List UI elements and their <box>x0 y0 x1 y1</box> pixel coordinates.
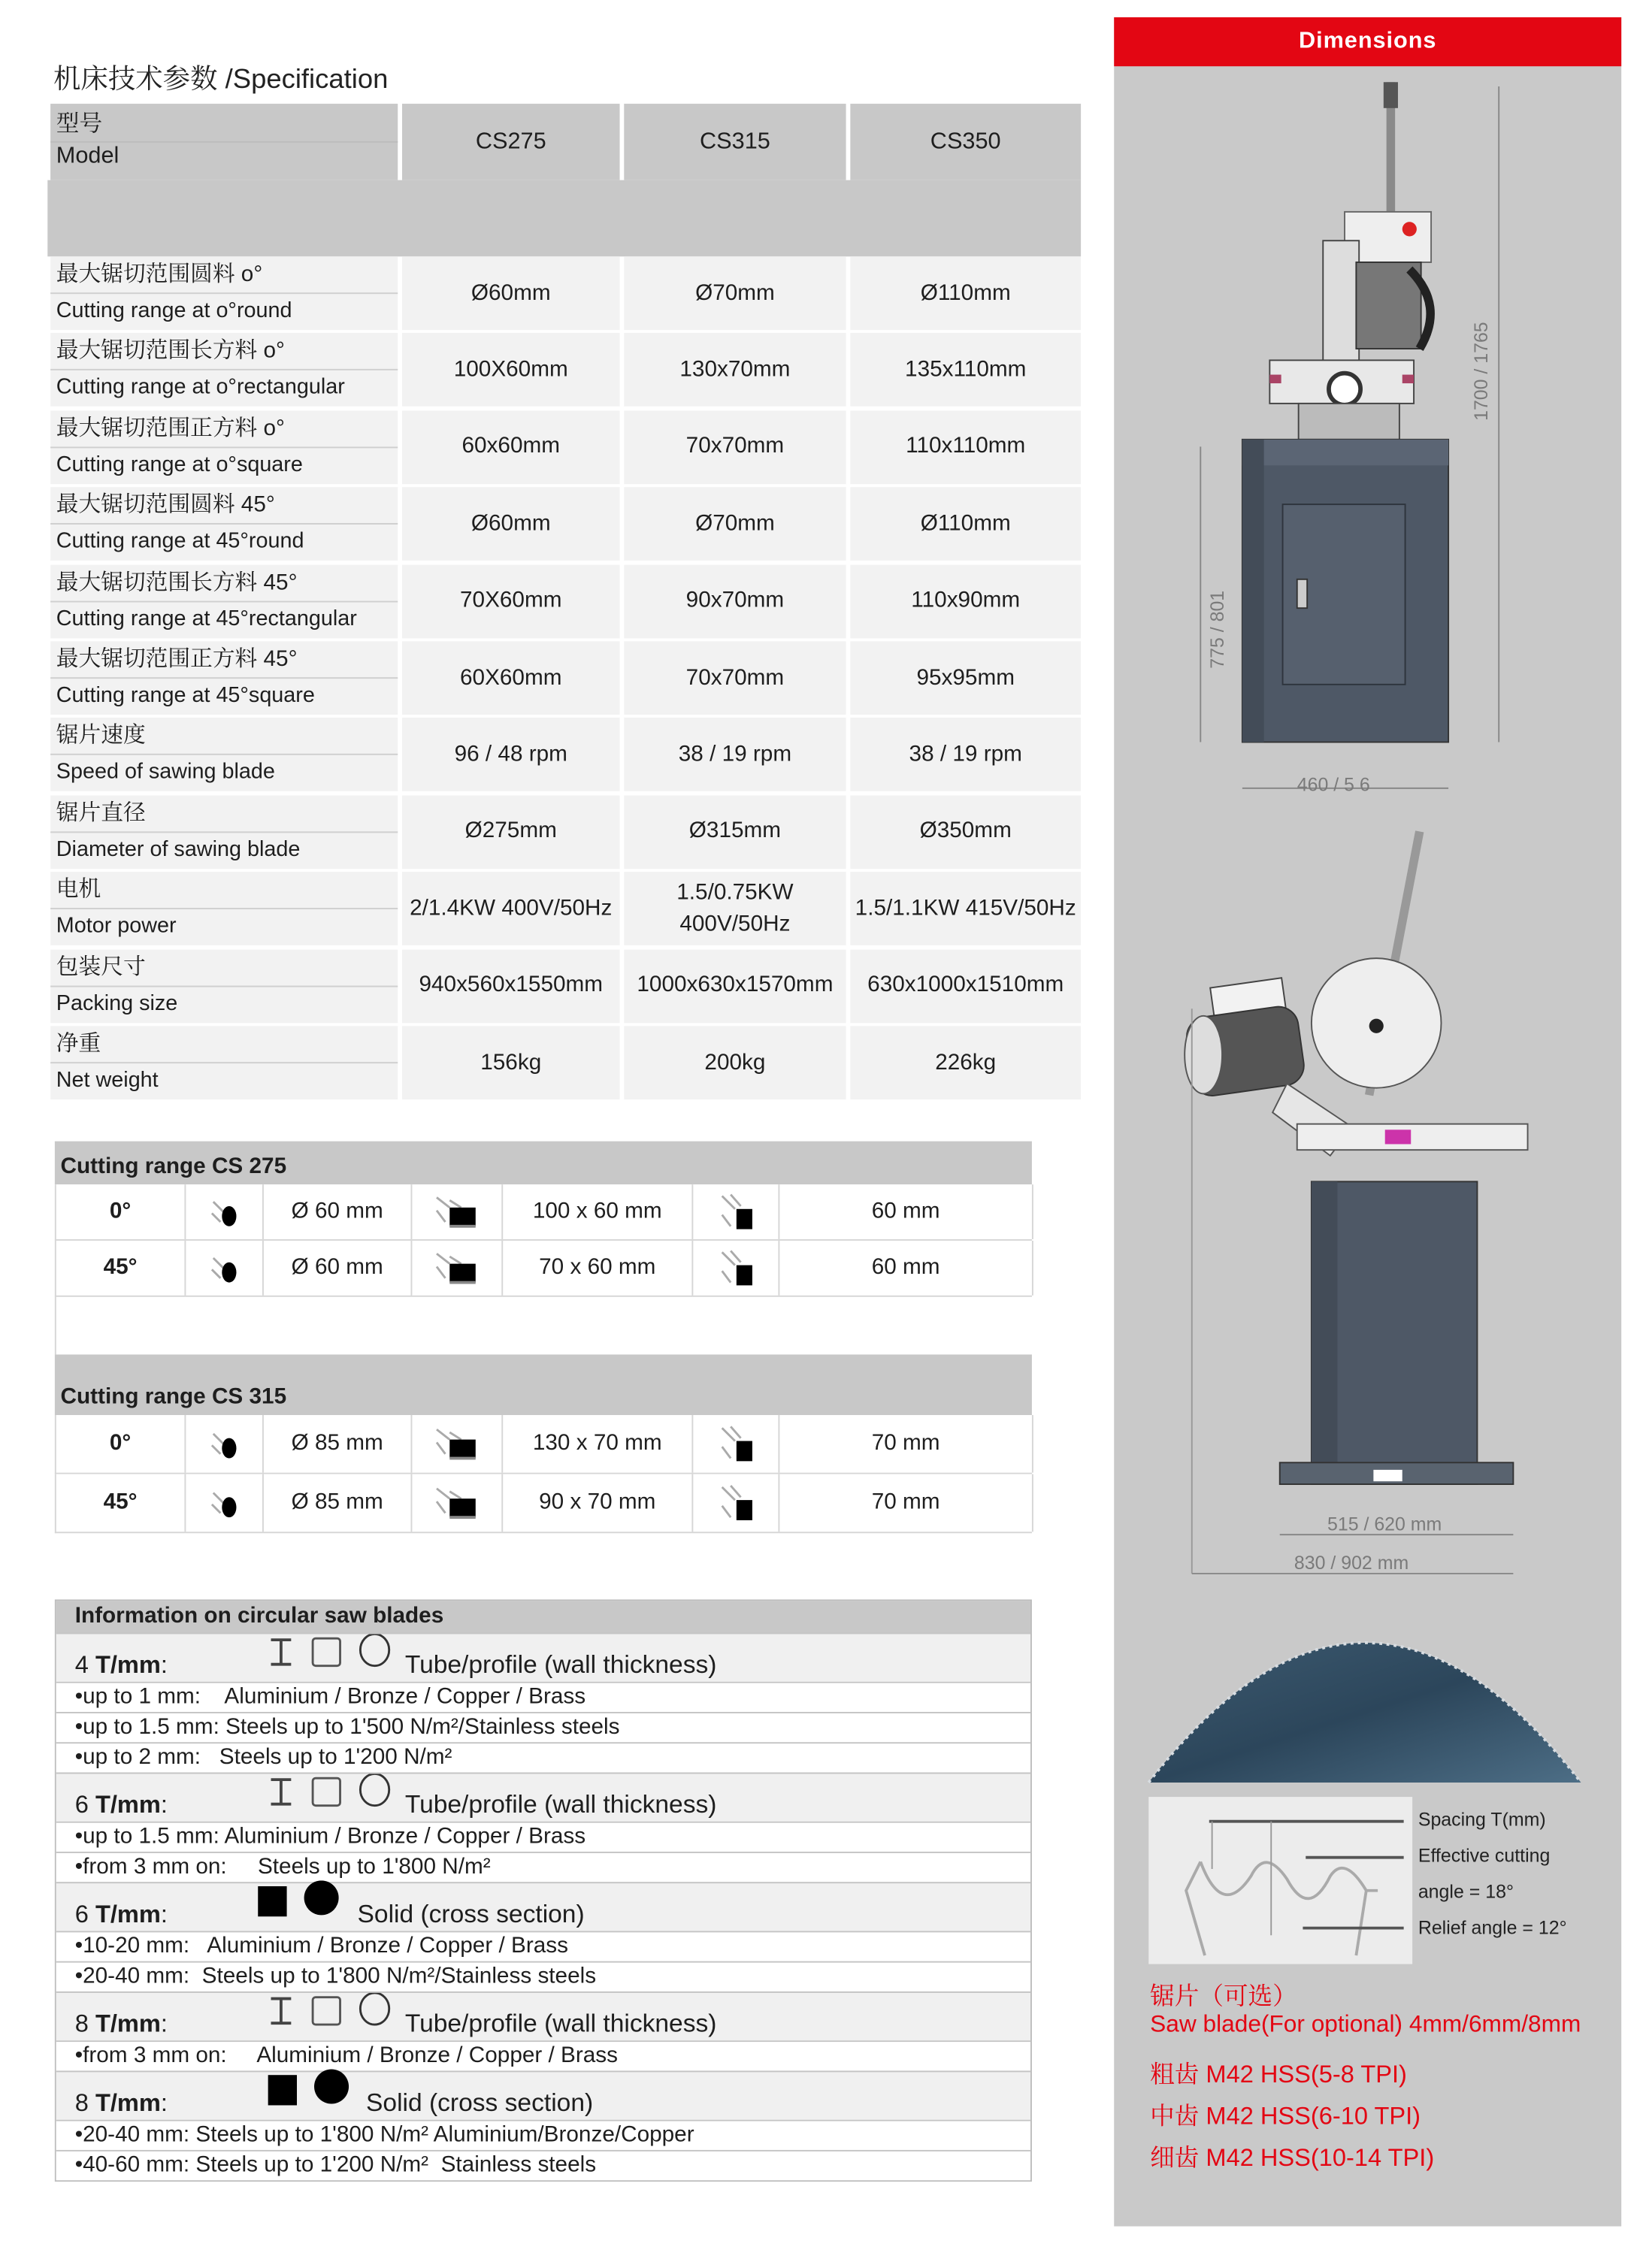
model-cs350 <box>850 104 1081 180</box>
square-capacity: 60 mm <box>779 1184 1033 1239</box>
tube-profile-icons <box>268 1993 405 2035</box>
spec-value: Ø275mm <box>402 795 620 869</box>
teeth-unit: T/mm <box>95 1901 161 1928</box>
side-base-width-label: 515 / 620 mm <box>1327 1514 1442 1535</box>
divider <box>50 292 398 294</box>
round-capacity: Ø 60 mm <box>264 1241 413 1296</box>
spec-row-label <box>50 564 398 638</box>
teeth-per-mm <box>75 1651 168 1680</box>
spec-label-cn: 包装尺寸 <box>56 954 146 980</box>
spec-row <box>50 872 1081 945</box>
header-band <box>47 180 1081 257</box>
colon: : <box>160 1901 168 1928</box>
spec-label-cn: 最大锯切范围长方料 o° <box>56 339 285 364</box>
blade-option-medium: 中齿 M42 HSS(6-10 TPI) <box>1150 2102 1421 2130</box>
divider <box>50 908 398 909</box>
page-title: 机床技术参数 /Specification <box>53 65 389 95</box>
blade-usage-line: •40-60 mm: Steels up to 1'200 N/m² Stainless steels <box>56 2150 1030 2180</box>
spec-label-en: Cutting range at o°rectangular <box>56 375 345 400</box>
divider <box>50 600 398 602</box>
blade-usage-line: •up to 2 mm: Steels up to 1'200 N/m² <box>56 1742 1030 1772</box>
front-width-label: 460 / 5 6 <box>1297 774 1370 796</box>
model-name: CS315 <box>700 129 770 154</box>
spec-row <box>50 256 1081 330</box>
spec-value: 130x70mm <box>624 334 846 407</box>
material-type: Tube/profile (wall thickness) <box>404 1789 717 1819</box>
machine-drawings <box>1114 17 1621 2227</box>
spec-value: 70X60mm <box>402 564 620 638</box>
blade-option-coarse: 粗齿 M42 HSS(5-8 TPI) <box>1150 2061 1407 2088</box>
square-stock-icon <box>693 1241 779 1296</box>
front-height-label: 1700 / 1765 <box>1470 322 1492 421</box>
spec-label-en: Diameter of sawing blade <box>56 836 301 862</box>
spec-value: Ø70mm <box>624 487 846 561</box>
spec-label-cn: 锯片速度 <box>56 724 146 748</box>
rectangular-capacity: 100 x 60 mm <box>503 1184 693 1239</box>
blade-group-header <box>56 1991 1030 2040</box>
front-view-drawing <box>1200 82 1499 788</box>
tooth-label-spacing: Spacing T(mm) <box>1418 1808 1546 1831</box>
teeth-count: 8 <box>74 2089 89 2117</box>
blade-usage-line: •from 3 mm on: Steels up to 1'800 N/m² <box>56 1852 1030 1882</box>
spec-value: 226kg <box>850 1026 1081 1099</box>
saw-blade-info-table <box>55 1599 1032 2182</box>
spec-label-cn: 电机 <box>56 878 101 903</box>
model-name: CS275 <box>475 129 546 154</box>
blade-usage-line: •from 3 mm on: Aluminium / Bronze / Copper / Brass <box>56 2040 1030 2070</box>
spec-label-en: Net weight <box>56 1067 159 1093</box>
teeth-per-mm <box>75 1901 168 1929</box>
model-header-cell <box>50 104 398 180</box>
colon: : <box>160 1791 168 1819</box>
spec-value: 95x95mm <box>850 641 1081 715</box>
angle-label: 45° <box>56 1241 186 1296</box>
tube-profile-icons <box>268 1774 405 1816</box>
spec-row-label <box>50 487 398 561</box>
colon: : <box>160 1651 168 1679</box>
spec-row-label <box>50 256 398 330</box>
spec-value: 70x70mm <box>624 410 846 484</box>
spec-label-cn: 净重 <box>56 1031 101 1057</box>
teeth-per-mm <box>75 1791 168 1819</box>
round-stock-icon <box>186 1184 264 1239</box>
spec-value: 200kg <box>624 1026 846 1099</box>
blade-group-header <box>56 2070 1030 2119</box>
rectangular-stock-icon <box>412 1415 503 1473</box>
divider <box>50 677 398 679</box>
spec-row <box>50 718 1081 792</box>
blade-usage-line: •20-40 mm: Steels up to 1'800 N/m² Aluminium/Bronze/Copper <box>56 2120 1030 2150</box>
round-stock-icon <box>186 1415 264 1473</box>
spec-value: 630x1000x1510mm <box>850 949 1081 1023</box>
spec-row-label <box>50 872 398 945</box>
model-cs315 <box>624 104 846 180</box>
angle-label: 0° <box>56 1415 186 1473</box>
model-name: CS350 <box>930 129 1001 154</box>
spec-value: Ø110mm <box>850 487 1081 561</box>
spec-value: 70x70mm <box>624 641 846 715</box>
rectangular-stock-icon <box>412 1241 503 1296</box>
spec-label-en: Motor power <box>56 914 177 939</box>
divider <box>50 446 398 448</box>
round-capacity: Ø 85 mm <box>264 1415 413 1473</box>
spec-row-label <box>50 949 398 1023</box>
teeth-count: 6 <box>74 1901 89 1928</box>
spec-row-label <box>50 718 398 792</box>
square-capacity: 70 mm <box>779 1415 1033 1473</box>
spec-row <box>50 564 1081 638</box>
tooth-geometry-diagram <box>1148 1797 1412 1964</box>
blade-group-header <box>56 1773 1030 1822</box>
teeth-per-mm <box>75 2089 168 2118</box>
divider <box>50 370 398 371</box>
spec-label-cn: 最大锯切范围圆料 45° <box>56 493 275 518</box>
teeth-count: 6 <box>74 1791 89 1819</box>
spec-row-label <box>50 334 398 407</box>
spec-value: 100X60mm <box>402 334 620 407</box>
spec-value: 1.5/1.1KW 415V/50Hz <box>850 872 1081 945</box>
square-capacity: 60 mm <box>779 1241 1033 1296</box>
colon: : <box>160 2089 168 2117</box>
blade-option-fine: 细齿 M42 HSS(10-14 TPI) <box>1150 2144 1435 2172</box>
blade-usage-line: •up to 1.5 mm: Aluminium / Bronze / Copper / Brass <box>56 1822 1030 1852</box>
material-type: Solid (cross section) <box>357 1899 585 1928</box>
spec-value: 1000x630x1570mm <box>624 949 846 1023</box>
teeth-count: 4 <box>74 1651 89 1679</box>
cabinet-height-label: 775 / 801 <box>1206 590 1228 669</box>
spec-value: Ø70mm <box>624 256 846 330</box>
angle-label: 45° <box>56 1474 186 1532</box>
cutting-range-row <box>55 1241 1032 1297</box>
spec-row <box>50 334 1081 407</box>
spec-label-cn: 最大锯切范围圆料 o° <box>56 262 263 287</box>
spec-row <box>50 641 1081 715</box>
spec-label-cn: 最大锯切范围长方料 45° <box>56 570 298 595</box>
spec-label-en: Cutting range at 45°square <box>56 682 315 708</box>
cutting-range-row <box>55 1184 1032 1241</box>
spec-value: 38 / 19 rpm <box>850 718 1081 792</box>
spec-label-cn: 最大锯切范围正方料 o° <box>56 416 285 441</box>
side-total-width-label: 830 / 902 mm <box>1294 1553 1409 1574</box>
spec-label-en: Packing size <box>56 990 178 1016</box>
spec-label-en: Cutting range at o°round <box>56 298 292 323</box>
spec-value: 38 / 19 rpm <box>624 718 846 792</box>
square-stock-icon <box>693 1474 779 1532</box>
cutting-range-row <box>55 1474 1032 1534</box>
teeth-unit: T/mm <box>95 1791 161 1819</box>
tube-profile-icons <box>268 1634 405 1676</box>
cutting-range-title: Cutting range CS 275 <box>55 1142 1032 1185</box>
spec-value: Ø60mm <box>402 487 620 561</box>
square-capacity: 70 mm <box>779 1474 1033 1532</box>
spec-label-cn: 最大锯切范围正方料 45° <box>56 646 298 672</box>
rectangular-stock-icon <box>412 1184 503 1239</box>
blade-info-title: Information on circular saw blades <box>56 1601 1030 1632</box>
round-stock-icon <box>186 1241 264 1296</box>
divider <box>50 523 398 525</box>
material-type: Tube/profile (wall thickness) <box>404 1650 717 1679</box>
model-cs275 <box>402 104 620 180</box>
solid-section-icons <box>265 2070 352 2114</box>
angle-label: 0° <box>56 1184 186 1239</box>
spec-row <box>50 949 1081 1023</box>
spec-row <box>50 1026 1081 1099</box>
colon: : <box>160 2009 168 2038</box>
spec-label-en: Cutting range at 45°rectangular <box>56 606 357 631</box>
spec-value: Ø110mm <box>850 256 1081 330</box>
rectangular-capacity: 70 x 60 mm <box>503 1241 693 1296</box>
square-stock-icon <box>693 1184 779 1239</box>
round-stock-icon <box>186 1474 264 1532</box>
tooth-label-cutting: Effective cutting <box>1418 1844 1551 1867</box>
blade-usage-line: •10-20 mm: Aluminium / Bronze / Copper / Brass <box>56 1931 1030 1961</box>
spacer <box>55 1297 1032 1355</box>
spec-value: Ø350mm <box>850 795 1081 869</box>
divider <box>50 985 398 987</box>
spec-row-label <box>50 1026 398 1099</box>
rectangular-capacity: 130 x 70 mm <box>503 1415 693 1473</box>
spec-value: 90x70mm <box>624 564 846 638</box>
spec-label-cn: 锯片直径 <box>56 800 146 826</box>
spec-value: 156kg <box>402 1026 620 1099</box>
cutting-range-row <box>55 1415 1032 1474</box>
side-view-drawing <box>1184 831 1527 1574</box>
rectangular-capacity: 90 x 70 mm <box>503 1474 693 1532</box>
solid-section-icons <box>255 1880 341 1925</box>
teeth-count: 8 <box>74 2009 89 2038</box>
teeth-unit: T/mm <box>95 2089 161 2117</box>
spec-value: 1.5/0.75KW 400V/50Hz <box>624 872 846 945</box>
material-type: Tube/profile (wall thickness) <box>404 2008 717 2038</box>
spec-value: 96 / 48 rpm <box>402 718 620 792</box>
blade-usage-line: •up to 1.5 mm: Steels up to 1'500 N/m²/Stainless steels <box>56 1712 1030 1742</box>
spec-value: 60X60mm <box>402 641 620 715</box>
tooth-label-cutting-angle: angle = 18° <box>1418 1880 1514 1903</box>
blade-usage-line: •20-40 mm: Steels up to 1'800 N/m²/Stainless steels <box>56 1961 1030 1991</box>
spec-row <box>50 487 1081 561</box>
spec-label-en: Speed of sawing blade <box>56 760 275 785</box>
square-stock-icon <box>693 1415 779 1473</box>
blade-group-header <box>56 1882 1030 1931</box>
divider <box>50 1062 398 1063</box>
divider <box>50 754 398 756</box>
spec-value: 110x90mm <box>850 564 1081 638</box>
material-type: Solid (cross section) <box>366 2088 594 2117</box>
spec-row <box>50 410 1081 484</box>
teeth-per-mm <box>75 2010 168 2039</box>
spec-value: 135x110mm <box>850 334 1081 407</box>
spec-value: Ø60mm <box>402 256 620 330</box>
blade-option-heading-cn: 锯片（可选） <box>1150 1982 1297 2010</box>
spec-value: 940x560x1550mm <box>402 949 620 1023</box>
model-header-en: Model <box>56 144 120 169</box>
spec-value: 110x110mm <box>850 410 1081 484</box>
spec-label-en: Cutting range at o°square <box>56 452 303 477</box>
teeth-unit: T/mm <box>95 2009 161 2038</box>
model-header-cn: 型号 <box>56 112 103 138</box>
spec-value: 2/1.4KW 400V/50Hz <box>402 872 620 945</box>
spec-row-label <box>50 795 398 869</box>
divider <box>50 141 398 143</box>
blade-option-sizes: Saw blade(For optional) 4mm/6mm/8mm <box>1150 2011 1581 2038</box>
spec-row-label <box>50 641 398 715</box>
rectangular-stock-icon <box>412 1474 503 1532</box>
cutting-range-title: Cutting range CS 315 <box>55 1354 1032 1415</box>
blade-group-header <box>56 1633 1030 1682</box>
spec-row <box>50 795 1081 869</box>
round-capacity: Ø 85 mm <box>264 1474 413 1532</box>
divider <box>50 831 398 833</box>
blade-usage-line: •up to 1 mm: Aluminium / Bronze / Copper / Brass <box>56 1682 1030 1712</box>
spec-row-label <box>50 410 398 484</box>
dimensions-panel <box>1114 17 1621 2227</box>
round-capacity: Ø 60 mm <box>264 1184 413 1239</box>
spec-value: 60x60mm <box>402 410 620 484</box>
spec-label-en: Cutting range at 45°round <box>56 529 304 554</box>
tooth-label-relief: Relief angle = 12° <box>1418 1916 1567 1939</box>
dimensions-header: Dimensions <box>1114 17 1621 66</box>
spec-value: Ø315mm <box>624 795 846 869</box>
teeth-unit: T/mm <box>95 1651 161 1679</box>
